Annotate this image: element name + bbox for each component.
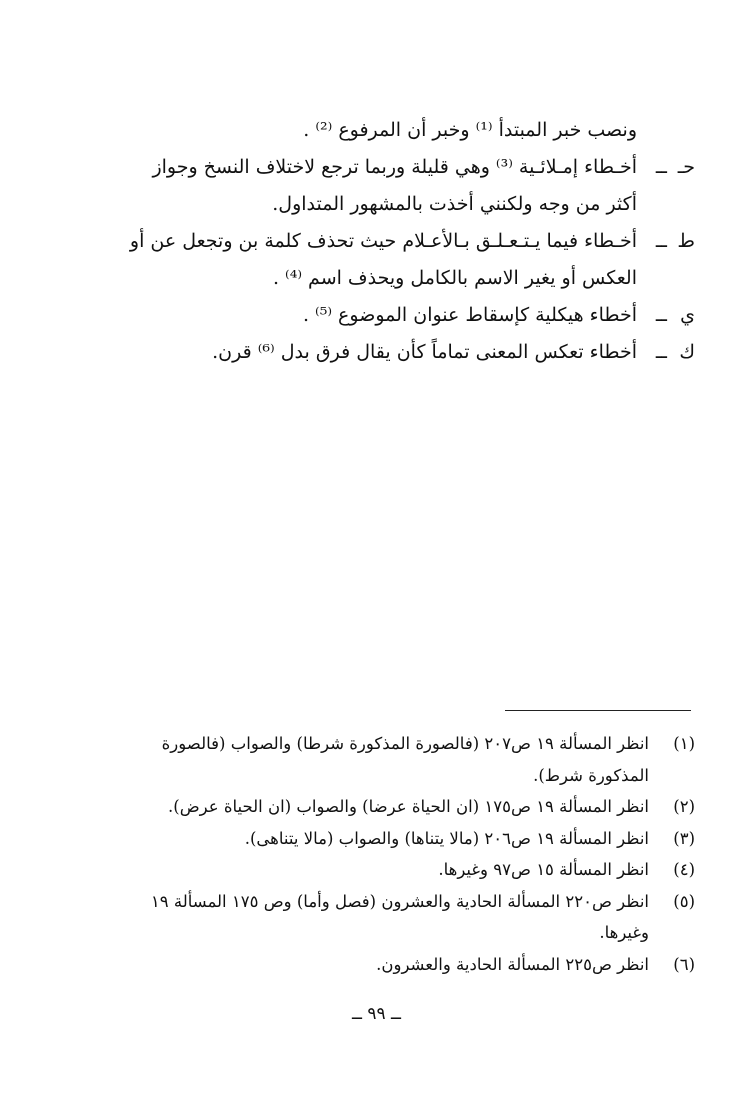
footnote-6 [165,949,695,981]
footnote-text: انظر ص٢٢٥ المسألة الحادية والعشرون. [376,954,649,974]
item-ta-continuation: العكس أو يغير الاسم بالكامل ويحذف اسم ⁽⁴⁾ . [272,267,637,289]
footnote-text: انظر ص٢٢٠ المسألة الحادية والعشرون (فصل وأما) وص ١٧٥ المسألة ١٩ [150,891,649,911]
footnote-separator [505,710,691,711]
main-text [95,112,695,371]
footnotes [150,728,695,980]
item-text: أخـطاء فيما يـتـعـلـق بـالأعـلام حيث تحذف كلمة بن وتجعل عن أو [129,230,637,252]
footnote-2 [165,791,695,823]
item-text: أخـطاء إمـلائـية ⁽³⁾ وهي قليلة وربما ترجع لاختلاف النسخ وجواز [152,156,637,178]
item-label: طــ [655,230,695,252]
item-ha [95,149,695,186]
footnote-number: (٥) [673,891,695,911]
item-ta [95,223,695,260]
footnote-text: انظر المسألة ١٩ ص٢٠٦ (مالا يتناها) والصواب (مالا يتناهى). [244,828,649,848]
item-kaf [95,334,695,371]
intro-line: ونصب خبر المبتدأ ⁽¹⁾ وخبر أن المرفوع ⁽²⁾ . [303,119,637,141]
item-label: يــ [655,304,695,326]
footnote-text: انظر المسألة ١٥ ص٩٧ وغيرها. [438,860,649,879]
footnote-4 [165,854,695,886]
item-label: حـــ [655,156,695,178]
footnote-text: انظر المسألة ١٩ ص٢٠٧ (فالصورة المذكورة شرطا) والصواب (فالصورة [161,734,649,753]
item-ya [95,297,695,334]
item-text: أخطاء هيكلية كإسقاط عنوان الموضوع ⁽⁵⁾ . [302,304,637,326]
page-number: ــ ٩٩ ــ [351,1004,401,1024]
footnote-1-continuation: المذكورة شرط). [533,765,649,785]
footnote-number: (١) [673,734,695,753]
item-text: أخطاء تعكس المعنى تماماً كأن يقال فرق بدل ⁽⁶⁾ قرن. [212,341,637,363]
footnote-5 [150,886,695,918]
footnote-number: (٣) [673,828,695,848]
item-label: كــ [655,341,695,363]
footnote-number: (٢) [673,797,695,816]
footnote-3 [165,823,695,855]
footnote-number: (٦) [673,954,695,974]
footnote-text: انظر المسألة ١٩ ص١٧٥ (ان الحياة عرضا) والصواب (ان الحياة عرض). [168,797,649,816]
item-ha-continuation: أكثر من وجه ولكنني أخذت بالمشهور المتداول. [272,193,637,215]
footnote-5-continuation: وغيرها. [599,923,649,942]
footnote-number: (٤) [673,860,695,879]
footnote-1 [161,728,695,760]
